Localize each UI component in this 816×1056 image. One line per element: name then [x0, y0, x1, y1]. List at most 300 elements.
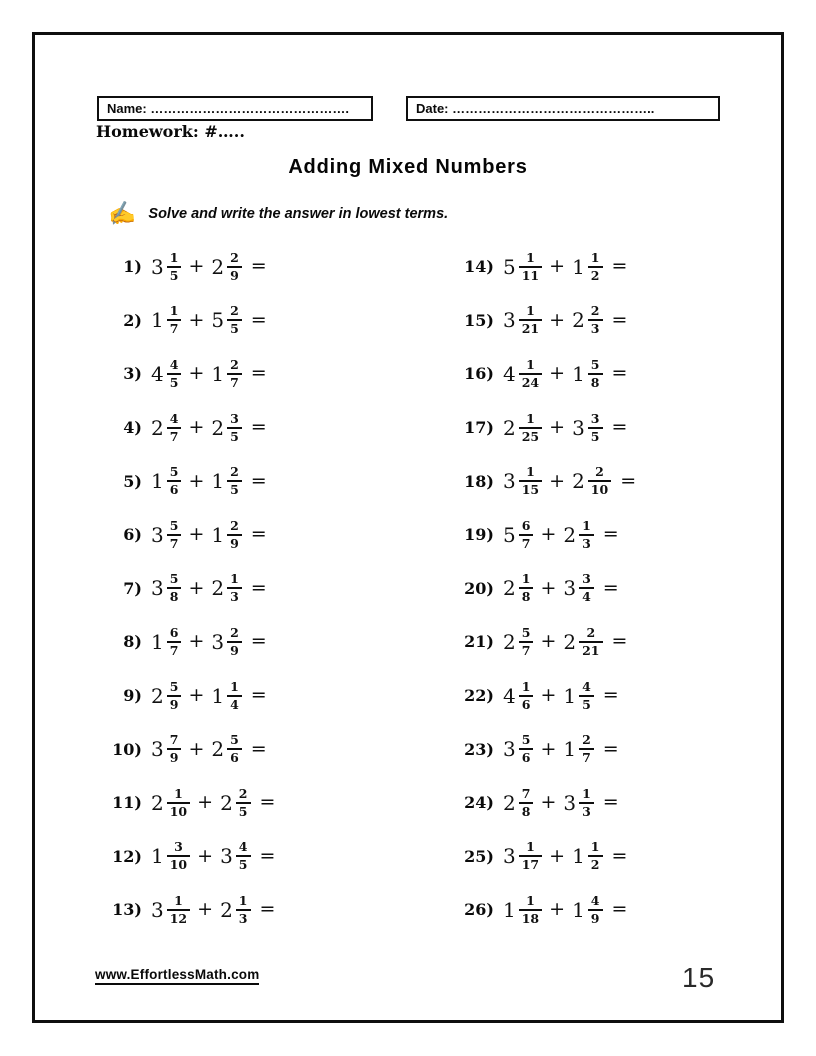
second-fraction-numerator: 1 [579, 787, 594, 804]
second-fraction-numerator: 2 [227, 251, 242, 268]
first-fraction-denominator: 9 [169, 696, 179, 712]
problem-number: 21) [464, 632, 494, 652]
second-fraction-numerator: 1 [579, 519, 594, 536]
second-fraction [227, 412, 242, 444]
first-fraction-numerator: 1 [519, 572, 534, 589]
plus-operator: + [540, 523, 557, 546]
second-fraction-numerator: 1 [588, 251, 603, 268]
problem-expression [503, 519, 619, 551]
plus-operator: + [549, 255, 566, 278]
first-fraction [519, 465, 542, 497]
second-fraction [227, 572, 242, 604]
first-whole-number: 3 [151, 897, 164, 922]
equals-sign: = [250, 362, 267, 385]
problem-number: 10) [112, 739, 142, 759]
plus-operator: + [188, 576, 205, 599]
first-whole-number: 4 [151, 361, 164, 386]
first-fraction [519, 733, 534, 765]
second-fraction-numerator: 3 [579, 572, 594, 589]
second-fraction-denominator: 2 [590, 267, 600, 283]
first-whole-number: 4 [503, 361, 516, 386]
plus-operator: + [188, 630, 205, 653]
second-fraction-denominator: 7 [582, 750, 591, 766]
second-fraction [588, 304, 603, 336]
plus-operator: + [540, 630, 557, 653]
first-fraction-numerator: 1 [519, 251, 542, 268]
first-fraction-numerator: 1 [519, 894, 542, 911]
first-fraction-denominator: 7 [521, 535, 531, 551]
problem-expression [503, 304, 627, 336]
first-fraction [519, 626, 534, 658]
problem-expression [151, 572, 267, 604]
equals-sign: = [602, 791, 619, 814]
problem-row [452, 830, 636, 884]
first-fraction-numerator: 7 [519, 787, 534, 804]
first-fraction-numerator: 1 [167, 251, 182, 268]
first-fraction-numerator: 5 [167, 680, 182, 697]
plus-operator: + [197, 898, 214, 921]
second-whole-number: 1 [211, 361, 225, 386]
second-fraction [227, 680, 242, 712]
first-fraction [167, 412, 182, 444]
problem-number: 20) [464, 578, 494, 598]
second-fraction-denominator: 3 [230, 589, 239, 605]
second-fraction [236, 894, 251, 926]
first-fraction-numerator: 1 [519, 465, 542, 482]
problem-number: 11) [112, 793, 142, 813]
equals-sign: = [250, 576, 267, 599]
first-fraction-numerator: 1 [167, 894, 190, 911]
first-fraction-denominator: 6 [521, 750, 531, 766]
second-whole-number: 2 [563, 522, 577, 547]
first-whole-number: 3 [503, 308, 516, 333]
first-fraction-denominator: 7 [521, 642, 531, 658]
problem-number: 17) [464, 418, 494, 438]
plus-operator: + [188, 362, 205, 385]
equals-sign: = [250, 469, 267, 492]
instruction-text: Solve and write the answer in lowest terms. [148, 206, 449, 222]
second-fraction-numerator: 4 [236, 840, 251, 857]
first-fraction-numerator: 5 [167, 572, 182, 589]
second-fraction-denominator: 3 [238, 910, 248, 926]
second-fraction-denominator: 10 [590, 482, 609, 498]
name-label: Name: ………………………………………. [107, 101, 349, 116]
second-fraction-denominator: 4 [230, 696, 239, 712]
second-whole-number: 2 [220, 897, 233, 922]
problem-expression [151, 412, 267, 444]
problem-row [452, 240, 636, 294]
problem-number: 23) [464, 739, 494, 759]
homework-label: Homework: #….. [96, 122, 245, 141]
first-fraction-numerator: 5 [519, 733, 534, 750]
first-fraction-denominator: 8 [521, 589, 531, 605]
instruction-row [106, 199, 449, 228]
equals-sign: = [250, 630, 267, 653]
equals-sign: = [611, 362, 628, 385]
second-fraction [588, 840, 603, 872]
equals-sign: = [611, 898, 628, 921]
equals-sign: = [611, 255, 628, 278]
second-whole-number: 2 [220, 790, 233, 815]
equals-sign: = [602, 576, 619, 599]
problem-expression [151, 733, 267, 765]
second-whole-number: 2 [211, 254, 225, 279]
problem-row [452, 562, 636, 616]
first-fraction [167, 787, 190, 819]
second-fraction [588, 412, 603, 444]
problem-number: 14) [464, 257, 494, 277]
problem-number: 9) [123, 686, 142, 706]
problem-row [452, 722, 636, 776]
first-fraction-numerator: 1 [519, 412, 542, 429]
problem-expression [503, 626, 627, 658]
second-fraction-denominator: 9 [590, 910, 600, 926]
second-fraction [236, 840, 251, 872]
second-fraction [579, 626, 602, 658]
second-whole-number: 5 [211, 308, 225, 333]
problem-row [100, 776, 275, 830]
second-fraction-denominator: 6 [230, 750, 239, 766]
second-fraction-numerator: 2 [227, 304, 242, 321]
second-fraction-numerator: 3 [588, 412, 603, 429]
first-fraction [167, 304, 182, 336]
problem-row [100, 722, 275, 776]
first-whole-number: 1 [151, 844, 164, 869]
problem-row [452, 669, 636, 723]
first-fraction [519, 519, 534, 551]
second-fraction-numerator: 2 [227, 626, 242, 643]
second-fraction-denominator: 7 [230, 374, 239, 390]
second-fraction-numerator: 4 [588, 894, 603, 911]
plus-operator: + [540, 576, 557, 599]
problem-number: 3) [123, 364, 142, 384]
second-whole-number: 1 [563, 683, 577, 708]
second-fraction-denominator: 3 [582, 803, 591, 819]
second-fraction-denominator: 5 [582, 696, 591, 712]
first-fraction-denominator: 24 [521, 374, 540, 390]
equals-sign: = [611, 630, 628, 653]
second-fraction [227, 626, 242, 658]
first-whole-number: 3 [151, 737, 164, 762]
problem-number: 15) [464, 310, 494, 330]
second-fraction-numerator: 2 [579, 733, 594, 750]
second-fraction [579, 680, 594, 712]
problem-number: 12) [112, 846, 142, 866]
plus-operator: + [549, 416, 566, 439]
plus-operator: + [549, 469, 566, 492]
second-fraction-numerator: 3 [227, 412, 242, 429]
first-fraction [519, 572, 534, 604]
equals-sign: = [250, 737, 267, 760]
first-whole-number: 1 [151, 629, 164, 654]
footer-website-link[interactable]: www.EffortlessMath.com [95, 967, 259, 985]
second-whole-number: 3 [211, 629, 225, 654]
second-fraction-numerator: 5 [227, 733, 242, 750]
second-fraction-numerator: 1 [588, 840, 603, 857]
plus-operator: + [188, 469, 205, 492]
first-fraction-numerator: 6 [167, 626, 182, 643]
first-fraction-denominator: 7 [169, 535, 179, 551]
second-fraction-denominator: 5 [230, 428, 239, 444]
problem-number: 8) [123, 632, 142, 652]
problem-expression [503, 412, 627, 444]
problem-number: 25) [464, 846, 494, 866]
second-fraction-denominator: 2 [590, 857, 600, 873]
plus-operator: + [549, 362, 566, 385]
second-whole-number: 1 [572, 897, 585, 922]
first-fraction [519, 894, 542, 926]
problem-number: 22) [464, 686, 494, 706]
second-fraction-numerator: 1 [227, 680, 242, 697]
second-fraction-denominator: 9 [230, 267, 239, 283]
first-fraction [519, 412, 542, 444]
first-whole-number: 2 [503, 415, 516, 440]
plus-operator: + [549, 844, 566, 867]
problem-expression [151, 358, 267, 390]
first-fraction-denominator: 10 [169, 857, 188, 873]
second-whole-number: 3 [563, 576, 577, 601]
first-fraction-numerator: 5 [519, 626, 534, 643]
problem-row [100, 830, 275, 884]
problem-expression [503, 680, 619, 712]
problem-row [100, 294, 275, 348]
equals-sign: = [250, 255, 267, 278]
plus-operator: + [540, 737, 557, 760]
first-fraction-denominator: 9 [169, 750, 179, 766]
second-fraction [227, 304, 242, 336]
second-fraction [588, 358, 603, 390]
first-fraction-denominator: 7 [169, 428, 179, 444]
plus-operator: + [197, 791, 214, 814]
problem-number: 16) [464, 364, 494, 384]
second-fraction-denominator: 4 [582, 589, 591, 605]
first-fraction [167, 680, 182, 712]
first-whole-number: 4 [503, 683, 516, 708]
second-fraction-denominator: 5 [230, 482, 239, 498]
problem-row [452, 347, 636, 401]
second-fraction [588, 251, 603, 283]
first-fraction [519, 680, 534, 712]
problem-row [452, 883, 636, 937]
date-label: Date: ……………………………………….. [416, 101, 655, 116]
problem-row [452, 615, 636, 669]
name-field [97, 96, 373, 121]
first-fraction-denominator: 8 [169, 589, 179, 605]
second-whole-number: 2 [211, 415, 225, 440]
page-number: 15 [682, 962, 716, 993]
first-fraction [519, 358, 542, 390]
first-fraction-denominator: 12 [169, 910, 188, 926]
problem-expression [151, 304, 267, 336]
first-fraction-denominator: 6 [521, 696, 531, 712]
first-whole-number: 3 [503, 737, 516, 762]
plus-operator: + [188, 523, 205, 546]
second-fraction-denominator: 9 [230, 642, 239, 658]
second-whole-number: 1 [572, 844, 585, 869]
second-fraction [236, 787, 251, 819]
second-fraction [579, 787, 594, 819]
second-fraction-numerator: 5 [588, 358, 603, 375]
writing-hand-icon: ✍ [106, 199, 137, 228]
second-fraction [227, 358, 242, 390]
first-fraction [519, 787, 534, 819]
second-whole-number: 1 [572, 361, 585, 386]
problem-row [452, 454, 636, 508]
first-fraction [167, 840, 190, 872]
first-fraction [167, 733, 182, 765]
problem-row [100, 669, 275, 723]
first-fraction-denominator: 6 [169, 482, 179, 498]
problem-row [452, 401, 636, 455]
problem-expression [503, 572, 619, 604]
problem-expression [503, 787, 619, 819]
first-whole-number: 3 [503, 844, 516, 869]
second-whole-number: 2 [572, 469, 585, 494]
problem-expression [503, 894, 627, 926]
first-whole-number: 3 [151, 522, 164, 547]
problem-number: 5) [123, 471, 142, 491]
first-fraction-numerator: 4 [167, 358, 182, 375]
equals-sign: = [250, 416, 267, 439]
first-fraction-numerator: 1 [519, 680, 534, 697]
plus-operator: + [188, 684, 205, 707]
problem-number: 4) [123, 418, 142, 438]
second-fraction-numerator: 1 [236, 894, 251, 911]
first-fraction [167, 251, 182, 283]
second-fraction-numerator: 2 [236, 787, 251, 804]
problem-number: 26) [464, 900, 494, 920]
second-fraction-numerator: 2 [588, 465, 611, 482]
first-fraction-numerator: 4 [167, 412, 182, 429]
problem-number: 1) [123, 257, 142, 277]
problem-row [452, 508, 636, 562]
second-whole-number: 3 [220, 844, 233, 869]
first-fraction-denominator: 7 [169, 321, 179, 337]
plus-operator: + [188, 737, 205, 760]
problems-column-left [100, 240, 275, 937]
first-whole-number: 2 [151, 790, 164, 815]
first-fraction-numerator: 6 [519, 519, 534, 536]
problem-number: 19) [464, 525, 494, 545]
problem-row [100, 240, 275, 294]
first-fraction-numerator: 7 [167, 733, 182, 750]
first-fraction-numerator: 1 [519, 304, 542, 321]
problem-expression [151, 840, 275, 872]
first-whole-number: 1 [503, 897, 516, 922]
second-fraction-numerator: 2 [579, 626, 602, 643]
plus-operator: + [197, 844, 214, 867]
problem-expression [151, 251, 267, 283]
first-fraction-denominator: 8 [521, 803, 531, 819]
first-whole-number: 1 [151, 469, 164, 494]
first-whole-number: 2 [151, 415, 164, 440]
second-whole-number: 3 [563, 790, 577, 815]
second-fraction-denominator: 3 [582, 535, 591, 551]
first-fraction-denominator: 7 [169, 642, 179, 658]
first-fraction-numerator: 1 [167, 304, 182, 321]
second-fraction-denominator: 21 [582, 642, 600, 658]
first-fraction-denominator: 21 [521, 321, 540, 337]
second-fraction-denominator: 5 [230, 321, 239, 337]
second-whole-number: 2 [211, 737, 225, 762]
second-fraction [588, 894, 603, 926]
equals-sign: = [259, 898, 276, 921]
second-fraction [579, 519, 594, 551]
problem-row [100, 562, 275, 616]
first-fraction [519, 304, 542, 336]
page-title: Adding Mixed Numbers [288, 156, 528, 178]
first-fraction-denominator: 25 [521, 428, 540, 444]
second-fraction [227, 519, 242, 551]
first-fraction-numerator: 5 [167, 465, 182, 482]
first-whole-number: 5 [503, 254, 516, 279]
first-whole-number: 3 [151, 254, 164, 279]
second-fraction-numerator: 1 [227, 572, 242, 589]
problem-expression [151, 894, 275, 926]
second-whole-number: 2 [563, 629, 577, 654]
problem-number: 24) [464, 793, 494, 813]
problem-row [100, 615, 275, 669]
second-fraction-denominator: 8 [590, 374, 600, 390]
problem-number: 2) [123, 310, 142, 330]
problem-number: 13) [112, 900, 142, 920]
problem-expression [151, 465, 267, 497]
first-fraction-denominator: 18 [521, 910, 540, 926]
equals-sign: = [602, 737, 619, 760]
first-fraction-denominator: 15 [521, 482, 540, 498]
problem-row [452, 294, 636, 348]
first-fraction-denominator: 10 [169, 803, 188, 819]
second-fraction [579, 572, 594, 604]
second-fraction-numerator: 2 [227, 519, 242, 536]
plus-operator: + [549, 898, 566, 921]
equals-sign: = [259, 844, 276, 867]
problem-row [100, 454, 275, 508]
first-whole-number: 2 [503, 629, 516, 654]
problem-row [100, 508, 275, 562]
problem-row [100, 883, 275, 937]
first-fraction-denominator: 5 [169, 267, 179, 283]
second-fraction-numerator: 2 [227, 465, 242, 482]
first-fraction-numerator: 1 [167, 787, 190, 804]
problem-expression [503, 358, 627, 390]
first-fraction [519, 840, 542, 872]
problem-expression [151, 787, 275, 819]
first-fraction [519, 251, 542, 283]
second-fraction-denominator: 5 [238, 803, 248, 819]
second-whole-number: 1 [211, 522, 225, 547]
problems-column-right [452, 240, 636, 937]
first-fraction-numerator: 5 [167, 519, 182, 536]
second-fraction-denominator: 5 [590, 428, 600, 444]
plus-operator: + [188, 416, 205, 439]
first-fraction-denominator: 17 [521, 857, 540, 873]
second-fraction [227, 251, 242, 283]
second-fraction-numerator: 2 [227, 358, 242, 375]
plus-operator: + [549, 308, 566, 331]
problem-expression [503, 733, 619, 765]
problem-expression [151, 519, 267, 551]
first-whole-number: 2 [151, 683, 164, 708]
equals-sign: = [259, 791, 276, 814]
first-fraction-numerator: 3 [167, 840, 190, 857]
first-fraction [167, 519, 182, 551]
equals-sign: = [611, 308, 628, 331]
second-whole-number: 2 [211, 576, 225, 601]
problem-expression [503, 840, 627, 872]
second-fraction [579, 733, 594, 765]
problem-row [100, 347, 275, 401]
